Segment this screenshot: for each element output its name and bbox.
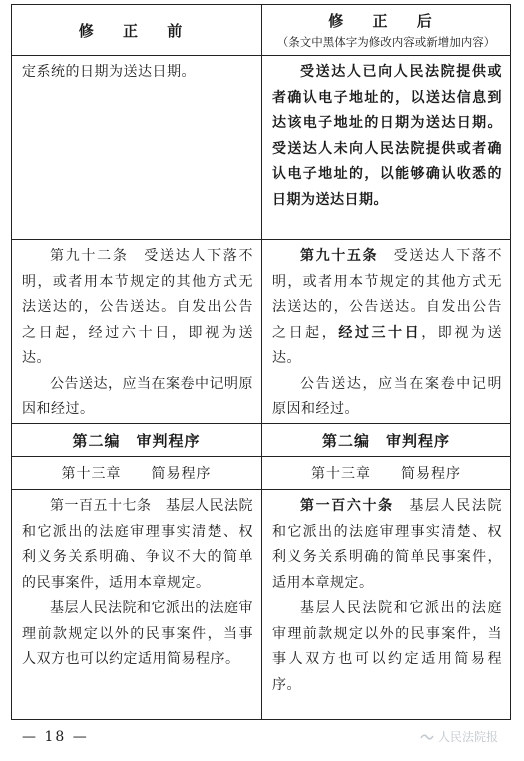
chapter-heading-after: 第十三章 简易程序 (311, 466, 461, 482)
row1-before-text: 定系统的日期为送达日期。 (22, 64, 196, 80)
row2-before-para1: 第九十二条 受送达人下落不明，或者用本节规定的其他方式无法送达的，公告送达。自发出公告之日起，经过六十日，即视为送达。 (22, 248, 253, 366)
header-after-label: 修 正 后 (328, 12, 444, 30)
article-number: 第九十五条 (300, 248, 379, 264)
row2-after-para2: 公告送达，应当在案卷中记明原因和经过。 (272, 375, 502, 417)
row2-after-cell (262, 240, 510, 423)
row1-after-cell (262, 56, 510, 239)
row3-before-para2: 基层人民法院和它派出的法庭审理前款规定以外的民事案件，当事人双方也可以约定适用简易程序。 (22, 600, 253, 667)
chapter-heading-before: 第十三章 简易程序 (61, 466, 212, 482)
header-after-note: （条文中黑体字为修改内容或新增加内容） (276, 35, 496, 49)
row2-before-cell (12, 240, 261, 423)
section-heading-before: 第二编 审判程序 (72, 431, 201, 450)
header-after (262, 5, 510, 55)
amended-phrase: 经过三十日 (338, 324, 422, 341)
watermark (420, 728, 498, 745)
page-number: — 18 — (22, 729, 89, 745)
row1-after-text: 受送达人已向人民法院提供或者确认电子地址的，以送达信息到达该电子地址的日期为送达日期。受送达人未向人民法院提供或者确认电子地址的，以能够确认收悉的日期为送达日期。 (272, 64, 502, 208)
comparison-table (11, 4, 511, 720)
section-heading-after: 第二编 审判程序 (321, 431, 450, 450)
header-before-label: 修 正 前 (78, 21, 195, 40)
row3-before-para1: 第一百五十七条 基层人民法院和它派出的法庭审理事实清楚、权利义务关系明确、争议不大的简单的民事案件，适用本章规定。 (22, 498, 253, 591)
row3-after-para1: 第一百六十条 基层人民法院和它派出的法庭审理事实清楚、权利义务关系明确的简单民事案件，适用本章规定。 (272, 498, 502, 591)
row1-before-cell (12, 56, 261, 239)
row3-after-cell (262, 490, 510, 719)
watermark-text: 人民法院报 (437, 730, 498, 744)
header-before (12, 5, 261, 55)
row3-before-cell (12, 490, 261, 719)
row3-after-para2: 基层人民法院和它派出的法庭审理前款规定以外的民事案件，当事人双方也可以约定适用简易程序。 (272, 600, 502, 693)
article-number: 第一百六十条 (300, 498, 394, 514)
row2-after-para1: 第九十五条 受送达人下落不明，或者用本节规定的其他方式无法送达的，公告送达。自发出公告之日起，经过三十日，即视为送达。 (272, 248, 503, 366)
wave-logo-icon (420, 732, 434, 742)
row2-before-para2: 公告送达，应当在案卷中记明原因和经过。 (22, 375, 253, 417)
